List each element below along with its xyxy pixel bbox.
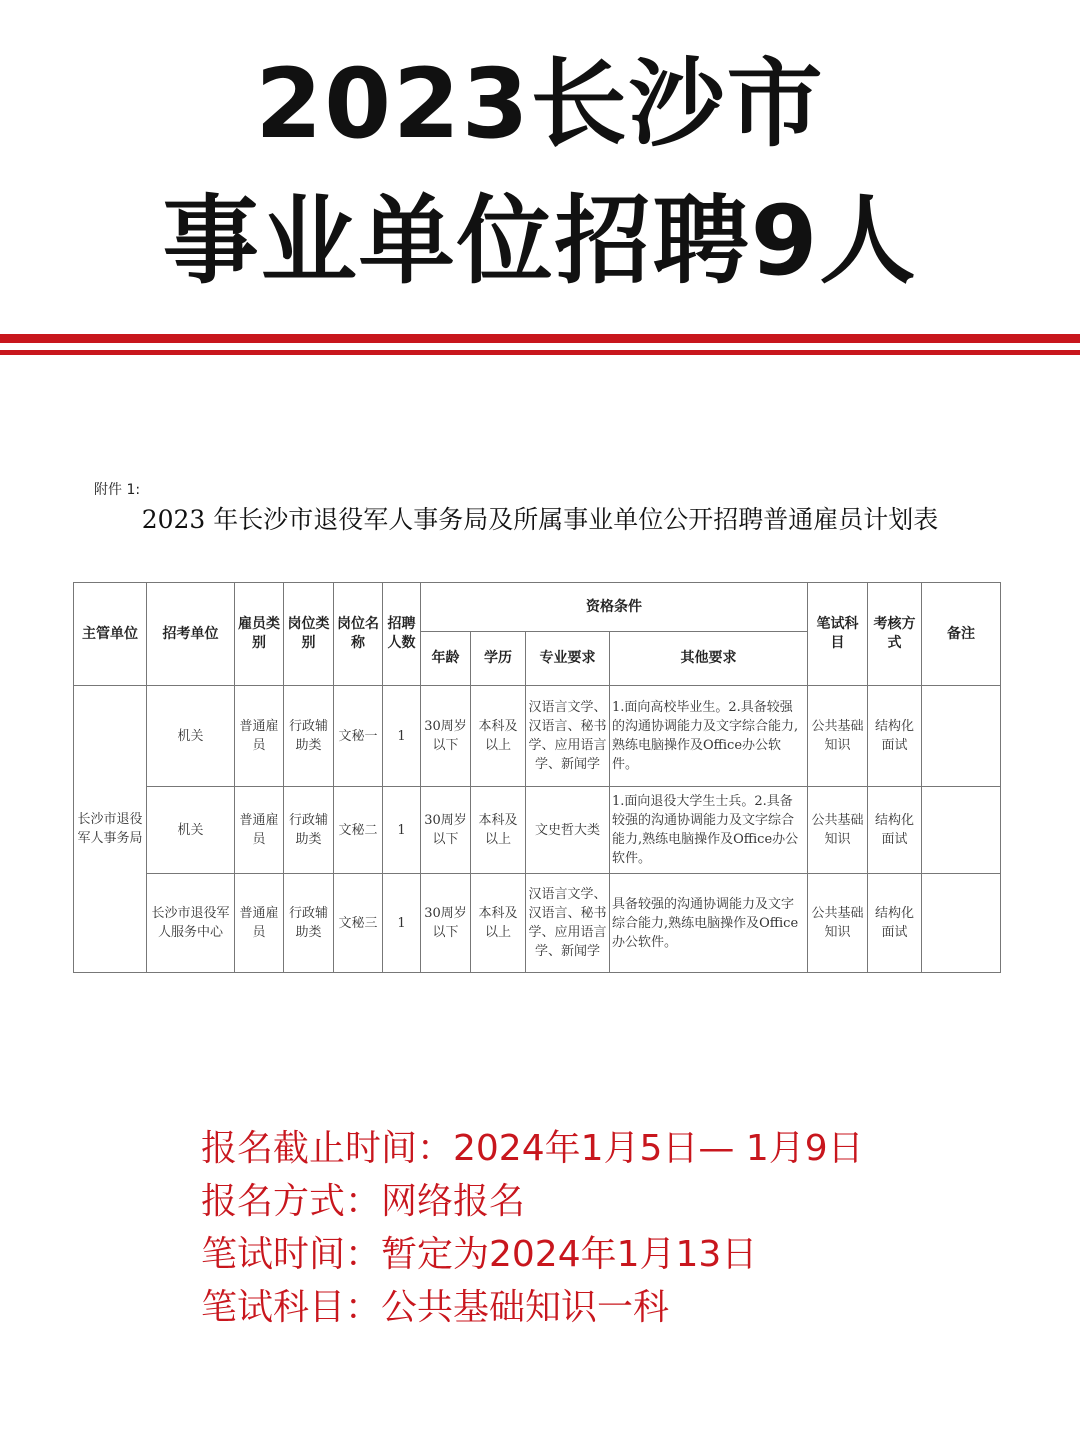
cell-exam-subject: 公共基础知识	[808, 686, 868, 787]
cell-post-name: 文秘三	[334, 874, 383, 973]
header-age: 年龄	[421, 632, 471, 686]
recruitment-plan-table	[73, 582, 1001, 973]
cell-supervisor: 长沙市退役军人事务局	[74, 686, 147, 973]
cell-post-type: 行政辅助类	[284, 787, 334, 874]
red-divider-thin	[0, 350, 1080, 355]
cell-count: 1	[383, 874, 421, 973]
cell-unit: 机关	[147, 686, 235, 787]
info-deadline: 报名截止时间：2024年1月5日— 1月9日	[201, 1128, 864, 1169]
table-row	[74, 874, 1001, 973]
cell-remarks	[922, 787, 1001, 874]
header-post-name: 岗位名称	[334, 583, 383, 686]
cell-emp-type: 普通雇员	[235, 686, 284, 787]
red-divider-thick	[0, 334, 1080, 343]
header-qualifications: 资格条件	[421, 583, 808, 632]
header-education: 学历	[471, 632, 526, 686]
header-supervisor: 主管单位	[74, 583, 147, 686]
header-count: 招聘人数	[383, 583, 421, 686]
header-post-type: 岗位类别	[284, 583, 334, 686]
cell-emp-type: 普通雇员	[235, 874, 284, 973]
cell-education: 本科及以上	[471, 874, 526, 973]
headline-line-2: 事业单位招聘9人	[162, 185, 918, 297]
info-exam-time: 笔试时间：暂定为2024年1月13日	[201, 1234, 758, 1275]
cell-age: 30周岁以下	[421, 787, 471, 874]
cell-age: 30周岁以下	[421, 686, 471, 787]
cell-assessment: 结构化面试	[868, 874, 922, 973]
cell-post-type: 行政辅助类	[284, 874, 334, 973]
cell-remarks	[922, 874, 1001, 973]
cell-age: 30周岁以下	[421, 874, 471, 973]
cell-major: 文史哲大类	[526, 787, 610, 874]
header-exam-subject: 笔试科目	[808, 583, 868, 686]
cell-unit: 机关	[147, 787, 235, 874]
header-major: 专业要求	[526, 632, 610, 686]
cell-post-type: 行政辅助类	[284, 686, 334, 787]
cell-major: 汉语言文学、汉语言、秘书学、应用语言学、新闻学	[526, 686, 610, 787]
cell-major: 汉语言文学、汉语言、秘书学、应用语言学、新闻学	[526, 874, 610, 973]
cell-exam-subject: 公共基础知识	[808, 787, 868, 874]
cell-assessment: 结构化面试	[868, 787, 922, 874]
cell-other: 1.面向退役大学生士兵。2.具备较强的沟通协调能力及文字综合能力,熟练电脑操作及Office办公软件。	[610, 787, 808, 874]
cell-unit: 长沙市退役军人服务中心	[147, 874, 235, 973]
table-header-row	[74, 583, 1001, 632]
cell-other: 1.面向高校毕业生。2.具备较强的沟通协调能力及文字综合能力,熟练电脑操作及Office办公软件。	[610, 686, 808, 787]
cell-education: 本科及以上	[471, 787, 526, 874]
header-unit: 招考单位	[147, 583, 235, 686]
document-title: 2023 年长沙市退役军人事务局及所属事业单位公开招聘普通雇员计划表	[141, 505, 939, 534]
cell-post-name: 文秘一	[334, 686, 383, 787]
header-remarks: 备注	[922, 583, 1001, 686]
cell-post-name: 文秘二	[334, 787, 383, 874]
table-row	[74, 686, 1001, 787]
cell-education: 本科及以上	[471, 686, 526, 787]
cell-remarks	[922, 686, 1001, 787]
header-assessment: 考核方式	[868, 583, 922, 686]
header-emp-type: 雇员类别	[235, 583, 284, 686]
info-exam-subject: 笔试科目：公共基础知识一科	[201, 1287, 670, 1328]
cell-assessment: 结构化面试	[868, 686, 922, 787]
cell-exam-subject: 公共基础知识	[808, 874, 868, 973]
attachment-label: 附件 1:	[94, 482, 141, 498]
cell-other: 具备较强的沟通协调能力及文字综合能力,熟练电脑操作及Office办公软件。	[610, 874, 808, 973]
headline-line-1: 2023长沙市	[255, 48, 825, 160]
header-other: 其他要求	[610, 632, 808, 686]
cell-count: 1	[383, 686, 421, 787]
cell-emp-type: 普通雇员	[235, 787, 284, 874]
cell-count: 1	[383, 787, 421, 874]
table-row	[74, 787, 1001, 874]
info-method: 报名方式：网络报名	[201, 1181, 526, 1222]
